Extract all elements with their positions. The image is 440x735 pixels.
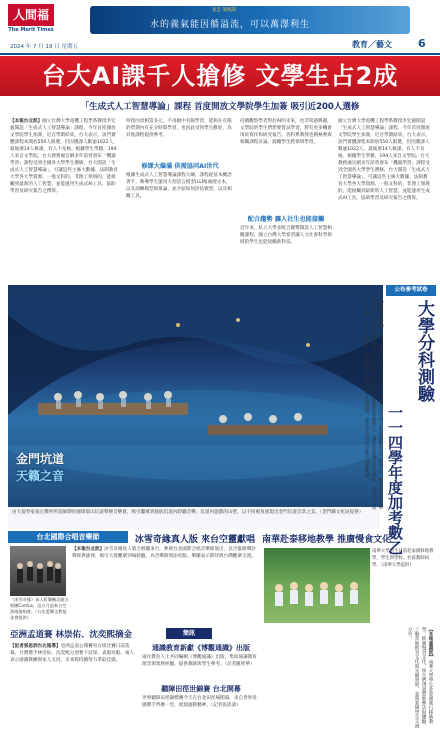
- sub2-text: 近年來，私立大學多配合趨勢開設人工智慧相關課程，國立台灣大學希望讓人文社會科學領域的學生也能接觸新科技。: [240, 226, 332, 245]
- choir-section-bar: [8, 531, 128, 543]
- brief-item1-title: 通識教育新獻《博觀通識》出版: [152, 644, 250, 652]
- choir-photo-caption: 《冰雪奇緣》真人版樂團北歐合唱團Cantus，這五月起來台空演唱演唱會。（台北愛樂文教基金會提供）: [10, 597, 69, 620]
- exam-tag: [386, 285, 436, 296]
- main-headline: 台大AI課千人搶修 文學生占2成: [0, 56, 440, 96]
- sub1-title: 修課大爆滿 供需協同AI世代: [141, 163, 219, 170]
- nanhua-text: 南華大學學生赴泰國進行移地教學，推廣慢食文化，學生們透過實地參訪與體驗，了解當地飲食文化與永續發展，並與泰國學生交流分享。: [407, 627, 433, 729]
- sub-headline: 「生成式人工智慧導論」課程 首度開放文學院學生加簽 吸引近200人選修: [80, 102, 360, 112]
- lead-text-col3: 持續觀察學者對於AI的未來，也非常感興趣，文學院的學生們想要嘗試學習，將有更多機會用於寫作和研究報告。各科系教授也積極參與相關課程討論，鼓勵學生跨領域學習。: [240, 119, 332, 145]
- sub2-title: 配合趨勢 讓人社生也能接觸: [247, 216, 325, 223]
- newspaper-logo: 人間福報: [8, 4, 54, 26]
- nanhua-photo-caption: 南華大學學生日前赴泰國移地教學，學生與學校、社區教師同學，（南華大學提供）: [372, 549, 434, 568]
- issue-date: 2024 年 7 月 19 日 星期五: [10, 44, 78, 50]
- lead-article-col1: [10, 118, 120, 278]
- choir-photo-illustration: [10, 546, 66, 596]
- header-rule: [0, 53, 440, 55]
- nanhua-photo: [264, 548, 370, 623]
- photo-badge: [16, 450, 92, 498]
- brief-tag-label: 簡訊: [182, 630, 195, 637]
- asia-article: [10, 643, 136, 731]
- asia-byline: 【記者張思訓台北報導】: [10, 644, 61, 649]
- exam-headline-1: 大學分科測驗: [414, 300, 434, 402]
- choir-title: 冰雪奇緣真人版 來台空靈獻唱: [134, 535, 256, 545]
- nanhua-title: 南華赴泰移地教學 推廣慢食文化: [262, 535, 392, 545]
- photo-caption: 由大提琴家張正傑所所設師期於國軍翟山坑道舉辦音樂會，吸引聽眾到地底坑道內聆聽音樂，坑道內遊戲的山壁，以不同視角展現出金門坑道音景之美。（金門縣文化局提供）: [8, 507, 380, 529]
- exam-headline-2: 一一四學年度加考數乙: [386, 405, 404, 555]
- exam-text: 大學入學考試中心今日公布一一四學年度大學分科測驗數學甲、數學乙、數學丙等科目參考試卷，說明新課綱架構下考科內容。其中分科測驗將加考數學乙，讓各校系選考更有彈性。考試中心表示，依據一〇八課綱精神，新增數學乙提供更多元的選擇，並請考生與家長參考試題範例。: [364, 298, 383, 510]
- brief-item2-text: 世界聽障田徑錦標賽今天在台北田徑場開幕，來自世界各國選手齊聚一堂，展現運動精神。（記者張思訓）: [142, 696, 257, 708]
- badge-line2: 天籟之音: [16, 469, 65, 483]
- section-name: 教育／藝文: [352, 40, 392, 49]
- choir-text: 冰雪奇緣真人版合唱團來台，參與台北國際合唱音樂節演出，以空靈歌聲詮釋經典旋律，吸引大批觀眾到場聆聽，為音樂節增添亮點。樂團表示期待與台灣觀眾交流。: [72, 547, 256, 559]
- choir-byline: 【本報台北訊】: [72, 547, 105, 552]
- lead-byline: 【本報台北訊】: [10, 119, 43, 124]
- nanhua-byline: 【本報嘉義訊】: [428, 627, 433, 660]
- asia-text: 亞洲孟道公開賽男女組比賽日前落幕，台灣選手林崇佑、沈奕熙分別奪下冠軍，表現亮眼。兩人表示感謝教練與家人支持，未來將持續努力爭取佳績。: [10, 644, 135, 663]
- brief-item1-text: 兩岸教育人士共同編輯《博觀通識》出版，集結通識教育理念與實務經驗，提供教師與學生參考。（記者羅智華）: [142, 655, 257, 667]
- choir-article: [72, 546, 260, 626]
- exam-tag-label: 公布參考試卷: [394, 287, 428, 293]
- badge-line1: 金門坑道: [16, 452, 65, 466]
- brief-item2-title: 聽障田徑世錦賽 台北開幕: [161, 685, 241, 693]
- brief-tag: [166, 628, 212, 639]
- newspaper-logo-en: The Merit Times: [8, 27, 54, 33]
- nanhua-article: [264, 627, 434, 729]
- lead-text-col4-body: 國立台灣大學電機工程學系教授李宏毅開設「生成式人工智慧導論」課程，今年首度開放文學院學生加簽，近百學期結束，台大表示，該門實體課程本開放550人限選，但因選課人數逾1022人，最後連14人修課，有人不及格。根據學生學籍，194人來自文學院。台大教務處官網多年前曾發布「機器學習」課程受到全國各大學學生選修，台大開設「生成式人工智慧導論」，可讓這些主修大數據、法制教育大學各大學資源、一般文科的，非理工領域的，能接觸到最新的人工智慧，並能運用生成式AI工具，協助學習及研究報告之撰寫。: [338, 119, 430, 201]
- lead-text-col1: 國立台灣大學電機工程學系教授李宏毅開設「生成式人工智慧導論」課程，今年首度開放文學院學生加簽，近百學期結束，台大表示，該門實體課程本開放550人限選，但因選課人數逾1022人，最後連14人修課，有人不及格。根據學生學籍，194人來自文學院。台大教務處官網多年前曾發布「機器學習」課程受到全國各大學學生選修，台大開設「生成式人工智慧導論」，可讓這些主修大數據、法制教育大學各大學資源、一般文科的，非理工領域的，能接觸到最新的人工智慧，並能運用生成式AI工具，協助學習及研究報告之撰寫。: [10, 119, 118, 194]
- exam-byline: 【本報台北訊】: [378, 298, 383, 331]
- sub1-text: 根據生成式人工智慧導論課程大綱，課程從基本概念著手，教導學生運用大型語言模型(LLM)處理文本，以及訓練模型與推論，並介紹如何評估模型，以及相關工具。: [126, 173, 232, 199]
- asia-title: 亞洲孟道賽 林崇佑、沈奕熙摘金: [10, 630, 132, 640]
- banner-slogan: 水的義氣能因循溢流，可以萬澤利生: [150, 20, 311, 30]
- choir-section-label: 台北國際合唱音樂節: [36, 533, 100, 541]
- banner-tag: 星雲 菜根譚: [212, 8, 236, 13]
- group-photo-illustration: [264, 548, 370, 623]
- lead-text-col2: 所授內容相當多元，不再順中有限學習，能夠在有限的學期內有充分時間學習，也因此受到學生歡迎，為其他課程提供參考。: [126, 119, 232, 138]
- choir-photo: [10, 546, 66, 596]
- lead-text-col4: [338, 118, 432, 278]
- exam-article-body: [322, 298, 384, 513]
- page-number: 6: [418, 37, 426, 50]
